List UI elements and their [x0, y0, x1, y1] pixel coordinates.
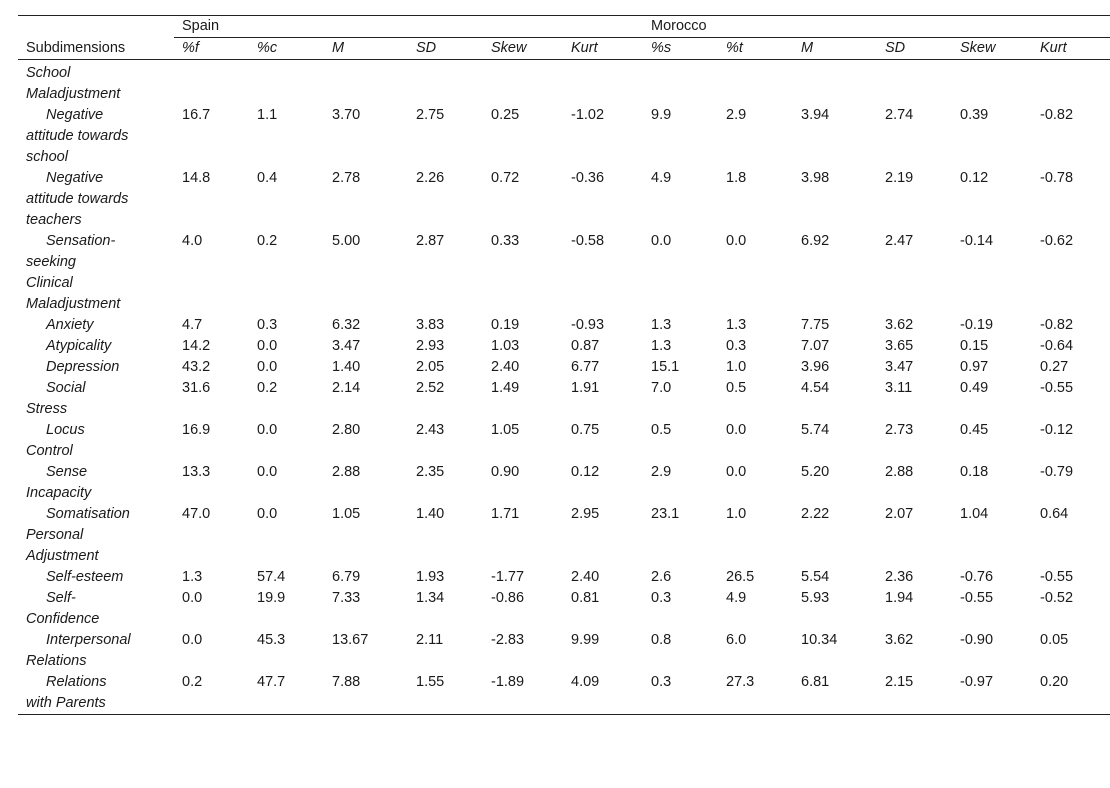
value-cell: -1.02 [571, 107, 605, 123]
subdimension-label-line: Social [46, 380, 86, 396]
value-cell: 2.36 [885, 569, 914, 585]
value-cell: -1.77 [491, 569, 525, 585]
value-cell: 4.54 [801, 380, 830, 396]
value-cell: -0.93 [571, 317, 605, 333]
table-row [18, 567, 1110, 588]
value-cell: 9.9 [651, 107, 672, 123]
subdimension-label-line: Relations [26, 653, 87, 669]
empty-cell [643, 273, 718, 315]
blank-corner-cell [18, 16, 174, 38]
value-cell: 3.94 [801, 107, 830, 123]
value-cell: 3.98 [801, 170, 830, 186]
value-cell: 14.8 [182, 170, 211, 186]
table-row [18, 357, 1110, 378]
value-cell: 1.55 [408, 672, 483, 715]
value-cell: -0.90 [960, 632, 994, 648]
value-cell: 2.93 [416, 338, 445, 354]
value-cell: 0.18 [960, 464, 989, 480]
subdimension-label-line: attitude towards [26, 128, 129, 144]
value-cell: 2.9 [726, 107, 747, 123]
value-cell: 0.2 [174, 672, 249, 715]
value-cell: 1.3 [651, 338, 672, 354]
subdimension-label-line: Incapacity [26, 485, 92, 501]
value-cell: 3.62 [885, 632, 914, 648]
value-cell: 0.0 [726, 464, 747, 480]
value-cell: 3.96 [801, 359, 830, 375]
section-label [18, 525, 174, 567]
empty-cell [483, 60, 563, 106]
subdimension-label-line: attitude towards [26, 191, 129, 207]
value-cell: 2.75 [416, 107, 445, 123]
value-cell: 5.20 [801, 464, 830, 480]
table-row [18, 168, 1110, 231]
subdimension-label-line: Sensation- [46, 233, 116, 249]
subdimension-label-line: Anxiety [46, 317, 94, 333]
header-spain-kurt: Kurt [563, 38, 643, 60]
value-cell: 0.05 [1040, 632, 1069, 648]
value-cell: 4.0 [182, 233, 203, 249]
value-cell: 2.78 [332, 170, 361, 186]
header-spain-skew: Skew [483, 38, 563, 60]
subdimension-label [18, 315, 174, 336]
value-cell: 3.70 [332, 107, 361, 123]
header-subdimensions: Subdimensions [26, 39, 126, 56]
value-cell: 2.80 [332, 422, 361, 438]
subdimension-label-line: Stress [26, 401, 68, 417]
empty-cell [174, 60, 249, 106]
empty-cell [249, 60, 324, 106]
value-cell: 2.9 [651, 464, 672, 480]
value-cell: 0.3 [651, 590, 672, 606]
value-cell: 2.11 [416, 632, 444, 648]
value-cell: 7.07 [801, 338, 830, 354]
value-cell: 0.39 [960, 107, 989, 123]
table-body [18, 60, 1110, 715]
empty-cell [1032, 525, 1110, 567]
value-cell: 2.15 [877, 672, 952, 715]
subdimension-label-line: Atypicality [46, 338, 112, 354]
value-cell: 47.7 [249, 672, 324, 715]
table-row [18, 462, 1110, 504]
empty-cell [793, 525, 877, 567]
subdimension-label [18, 168, 174, 231]
section-label-line: Clinical [26, 275, 73, 291]
statistics-table [18, 15, 1110, 715]
empty-cell [408, 60, 483, 106]
subdimension-label-line: Interpersonal [46, 632, 131, 648]
value-cell: 0.64 [1040, 506, 1069, 522]
value-cell: 4.9 [726, 590, 747, 606]
value-cell: 3.65 [885, 338, 914, 354]
subdimension-label-line: Negative [46, 107, 104, 123]
value-cell: 6.32 [332, 317, 361, 333]
value-cell: -0.86 [491, 590, 525, 606]
empty-cell [324, 525, 408, 567]
header-morocco-pct-t: %t [718, 38, 793, 60]
value-cell: 1.93 [416, 569, 445, 585]
value-cell: 7.0 [651, 380, 672, 396]
value-cell: -0.78 [1040, 170, 1074, 186]
value-cell: 1.03 [491, 338, 520, 354]
value-cell: -0.76 [960, 569, 994, 585]
header-spain-pct-f: %f [174, 38, 249, 60]
value-cell: 15.1 [651, 359, 680, 375]
subdimension-label [18, 105, 174, 168]
value-cell: 0.12 [960, 170, 989, 186]
subdimension-label-line: Depression [46, 359, 120, 375]
table-row [18, 588, 1110, 630]
subdimension-label-line: Locus [46, 422, 85, 438]
value-cell: 26.5 [726, 569, 755, 585]
value-cell: 7.88 [324, 672, 408, 715]
value-cell: 2.05 [416, 359, 445, 375]
value-cell: -0.55 [1040, 569, 1074, 585]
value-cell: 2.88 [332, 464, 361, 480]
empty-cell [483, 525, 563, 567]
value-cell: 0.0 [257, 338, 278, 354]
empty-cell [563, 525, 643, 567]
value-cell: 0.97 [960, 359, 989, 375]
subdimension-label-line: Negative [46, 170, 104, 186]
value-cell: 0.0 [726, 422, 747, 438]
value-cell: -0.55 [1040, 380, 1074, 396]
value-cell: 2.74 [885, 107, 914, 123]
value-cell: -2.83 [491, 632, 525, 648]
value-cell: 0.0 [257, 422, 278, 438]
value-cell: 9.99 [571, 632, 600, 648]
table-row [18, 378, 1110, 420]
section-label-line: Personal [26, 527, 84, 543]
value-cell: 47.0 [182, 506, 211, 522]
value-cell: 7.33 [332, 590, 361, 606]
value-cell: 0.72 [491, 170, 520, 186]
empty-cell [877, 273, 952, 315]
value-cell: -0.14 [960, 233, 994, 249]
value-cell: 1.3 [726, 317, 747, 333]
value-cell: 0.12 [571, 464, 600, 480]
subdimension-label [18, 420, 174, 462]
empty-cell [324, 273, 408, 315]
section-label-line: Maladjustment [26, 86, 121, 102]
table-row [18, 630, 1110, 672]
value-cell: 6.81 [793, 672, 877, 715]
value-cell: 1.34 [416, 590, 445, 606]
value-cell: -0.12 [1040, 422, 1074, 438]
value-cell: 0.0 [651, 233, 672, 249]
value-cell: 4.7 [182, 317, 203, 333]
value-cell: 0.0 [726, 233, 747, 249]
table-row [18, 672, 1110, 715]
value-cell: -0.58 [571, 233, 605, 249]
value-cell: 6.0 [726, 632, 747, 648]
empty-cell [643, 525, 718, 567]
subdimension-label-line: Somatisation [46, 506, 130, 522]
value-cell: 57.4 [257, 569, 286, 585]
value-cell: 0.25 [491, 107, 520, 123]
subdimension-label [18, 336, 174, 357]
value-cell: -0.52 [1040, 590, 1074, 606]
empty-cell [324, 60, 408, 106]
value-cell: 2.73 [885, 422, 914, 438]
value-cell: 10.34 [801, 632, 838, 648]
header-spain-pct-c: %c [249, 38, 324, 60]
empty-cell [793, 273, 877, 315]
subdimension-label-line: with Parents [26, 695, 106, 711]
value-cell: 0.0 [257, 464, 278, 480]
subdimension-label-line: seeking [26, 254, 76, 270]
subdimension-label-line: school [26, 149, 68, 165]
value-cell: 1.1 [257, 107, 278, 123]
value-cell: 0.81 [571, 590, 600, 606]
subdimension-label [18, 588, 174, 630]
header-morocco-pct-s: %s [643, 38, 718, 60]
subdimension-label-line: Sense [46, 464, 88, 480]
value-cell: 13.67 [332, 632, 369, 648]
table-row [18, 315, 1110, 336]
value-cell: 2.40 [491, 359, 520, 375]
value-cell: -0.79 [1040, 464, 1074, 480]
value-cell: 0.19 [491, 317, 520, 333]
value-cell: 0.0 [257, 506, 278, 522]
section-row [18, 60, 1110, 106]
value-cell: 1.05 [332, 506, 361, 522]
section-row [18, 273, 1110, 315]
value-cell: 2.40 [571, 569, 600, 585]
empty-cell [174, 273, 249, 315]
table-row [18, 231, 1110, 273]
empty-cell [793, 60, 877, 106]
section-label-line: School [26, 65, 71, 81]
value-cell: -0.82 [1040, 107, 1074, 123]
value-cell: 5.54 [801, 569, 830, 585]
value-cell: 31.6 [182, 380, 211, 396]
value-cell: 0.3 [257, 317, 278, 333]
header-morocco-kurt: Kurt [1032, 38, 1110, 60]
value-cell: 19.9 [257, 590, 286, 606]
value-cell: 3.62 [885, 317, 914, 333]
value-cell: 2.26 [416, 170, 445, 186]
empty-cell [877, 60, 952, 106]
header-spain-sd: SD [408, 38, 483, 60]
value-cell: 2.14 [332, 380, 361, 396]
value-cell: 6.77 [571, 359, 600, 375]
country-group-row [18, 16, 1110, 38]
value-cell: 3.11 [885, 380, 913, 396]
value-cell: 0.27 [1040, 359, 1069, 375]
value-cell: 23.1 [651, 506, 680, 522]
table-row [18, 336, 1110, 357]
header-spain-m: M [324, 38, 408, 60]
value-cell: 7.75 [801, 317, 830, 333]
empty-cell [718, 273, 793, 315]
header-morocco-sd: SD [877, 38, 952, 60]
value-cell: 1.8 [726, 170, 747, 186]
subdimension-label-line: Self-esteem [46, 569, 124, 585]
value-cell: 1.49 [491, 380, 520, 396]
empty-cell [249, 273, 324, 315]
empty-cell [952, 60, 1032, 106]
value-cell: 2.19 [885, 170, 914, 186]
value-cell: 3.47 [885, 359, 914, 375]
empty-cell [952, 525, 1032, 567]
header-morocco-m: M [793, 38, 877, 60]
value-cell: 43.2 [182, 359, 211, 375]
subdimension-label [18, 630, 174, 672]
value-cell: 0.4 [257, 170, 278, 186]
value-cell: 0.0 [257, 359, 278, 375]
value-cell: 0.75 [571, 422, 600, 438]
value-cell: 0.90 [491, 464, 520, 480]
value-cell: 1.91 [571, 380, 600, 396]
value-cell: 5.93 [801, 590, 830, 606]
value-cell: 27.3 [718, 672, 793, 715]
empty-cell [483, 273, 563, 315]
table-row [18, 420, 1110, 462]
subdimension-label-line: Control [26, 443, 73, 459]
section-label-line: Adjustment [26, 548, 99, 564]
value-cell: -0.62 [1040, 233, 1074, 249]
value-cell: 6.79 [332, 569, 361, 585]
value-cell: 1.0 [726, 506, 747, 522]
value-cell: 0.2 [257, 233, 278, 249]
empty-cell [249, 525, 324, 567]
empty-cell [1032, 273, 1110, 315]
subdimension-label [18, 504, 174, 525]
value-cell: -0.64 [1040, 338, 1074, 354]
value-cell: 16.7 [182, 107, 211, 123]
value-cell: 0.49 [960, 380, 989, 396]
value-cell: 14.2 [182, 338, 211, 354]
subdimension-label [18, 231, 174, 273]
value-cell: 2.07 [885, 506, 914, 522]
value-cell: 0.5 [726, 380, 747, 396]
subdimension-label-line: Self- [46, 590, 76, 606]
subdimension-label [18, 357, 174, 378]
value-cell: 1.3 [182, 569, 203, 585]
section-row [18, 525, 1110, 567]
header-morocco-skew: Skew [952, 38, 1032, 60]
subdimension-label-line: Confidence [26, 611, 100, 627]
value-cell: 2.43 [416, 422, 445, 438]
value-cell: 2.52 [416, 380, 445, 396]
value-cell: 5.00 [332, 233, 361, 249]
value-cell: -0.97 [952, 672, 1032, 715]
empty-cell [408, 525, 483, 567]
empty-cell [643, 60, 718, 106]
empty-cell [563, 273, 643, 315]
empty-cell [952, 273, 1032, 315]
value-cell: 2.22 [801, 506, 830, 522]
value-cell: 2.35 [416, 464, 445, 480]
subdimension-label [18, 462, 174, 504]
empty-cell [563, 60, 643, 106]
section-label [18, 60, 174, 106]
value-cell: 0.3 [726, 338, 747, 354]
value-cell: 1.40 [416, 506, 445, 522]
group-morocco: Morocco [643, 16, 1110, 38]
value-cell: 0.87 [571, 338, 600, 354]
empty-cell [718, 525, 793, 567]
value-cell: 4.9 [651, 170, 672, 186]
value-cell: 0.33 [491, 233, 520, 249]
value-cell: 0.0 [182, 632, 203, 648]
value-cell: 0.2 [257, 380, 278, 396]
empty-cell [877, 525, 952, 567]
value-cell: -0.82 [1040, 317, 1074, 333]
empty-cell [718, 60, 793, 106]
value-cell: 0.15 [960, 338, 989, 354]
value-cell: -0.55 [960, 590, 994, 606]
value-cell: 1.0 [726, 359, 747, 375]
value-cell: -0.36 [571, 170, 605, 186]
value-cell: 0.20 [1032, 672, 1110, 715]
value-cell: 0.45 [960, 422, 989, 438]
value-cell: 16.9 [182, 422, 211, 438]
value-cell: 45.3 [257, 632, 286, 648]
value-cell: -0.19 [960, 317, 994, 333]
value-cell: 0.0 [182, 590, 203, 606]
value-cell: 1.04 [960, 506, 989, 522]
value-cell: 0.5 [651, 422, 672, 438]
value-cell: 13.3 [182, 464, 211, 480]
section-label-line: Maladjustment [26, 296, 121, 312]
empty-cell [174, 525, 249, 567]
value-cell: 2.6 [651, 569, 672, 585]
section-label [18, 273, 174, 315]
empty-cell [1032, 60, 1110, 106]
subdimension-label [18, 378, 174, 420]
value-cell: 6.92 [801, 233, 830, 249]
value-cell: -1.89 [483, 672, 563, 715]
value-cell: 1.94 [885, 590, 914, 606]
value-cell: 2.47 [885, 233, 914, 249]
subdimension-label [18, 567, 174, 588]
value-cell: 4.09 [563, 672, 643, 715]
value-cell: 1.71 [491, 506, 520, 522]
empty-cell [408, 273, 483, 315]
subdimension-label [18, 672, 174, 715]
value-cell: 2.87 [416, 233, 445, 249]
table-row [18, 105, 1110, 168]
value-cell: 0.3 [643, 672, 718, 715]
value-cell: 3.83 [416, 317, 445, 333]
value-cell: 1.40 [332, 359, 361, 375]
value-cell: 1.05 [491, 422, 520, 438]
value-cell: 2.88 [885, 464, 914, 480]
subdimension-label-line: teachers [26, 212, 82, 228]
subdimension-label-line: Relations [46, 674, 107, 690]
table-row [18, 504, 1110, 525]
value-cell: 0.8 [651, 632, 672, 648]
column-header-row [18, 38, 1110, 60]
group-spain: Spain [174, 16, 643, 38]
value-cell: 3.47 [332, 338, 361, 354]
value-cell: 5.74 [801, 422, 830, 438]
value-cell: 1.3 [651, 317, 672, 333]
value-cell: 2.95 [571, 506, 600, 522]
